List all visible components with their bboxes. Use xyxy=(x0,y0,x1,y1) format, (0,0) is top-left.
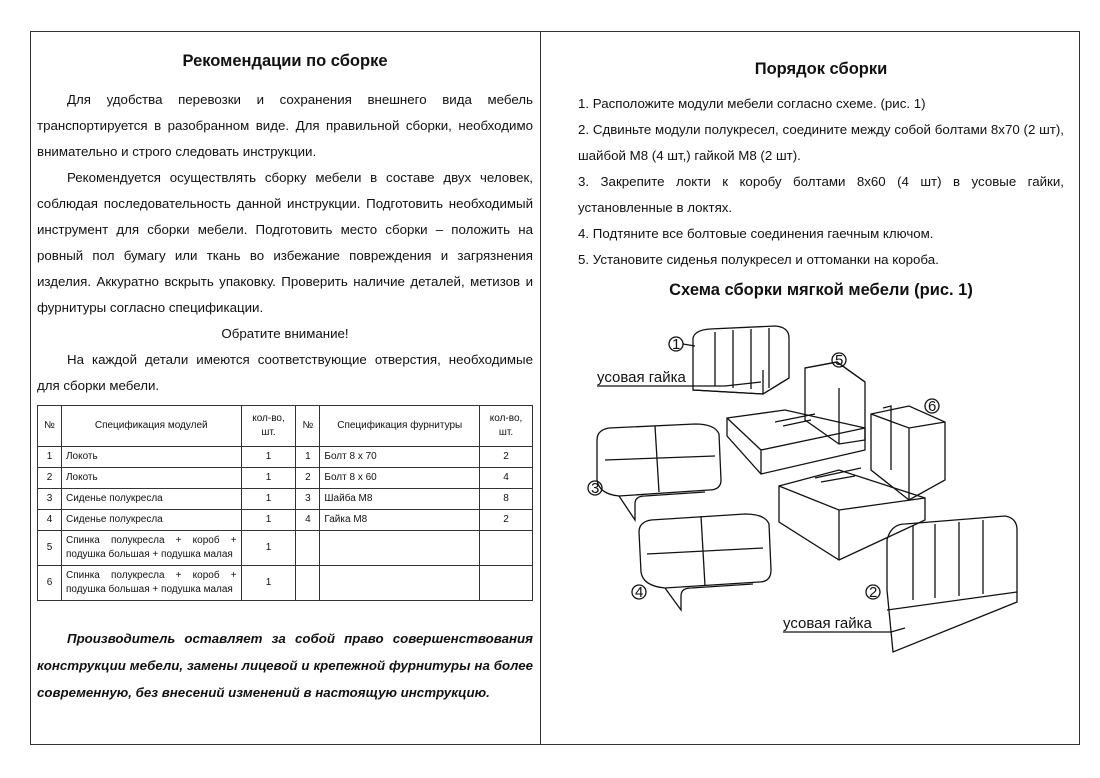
table-cell: Спинка полукресла + короб + подушка большая + подушка малая xyxy=(61,531,241,566)
table-cell: 4 xyxy=(480,468,533,489)
step-item: 1. Расположите модули мебели согласно схеме. (рис. 1) xyxy=(578,96,926,111)
table-row xyxy=(38,531,533,566)
callout-6: 6 xyxy=(928,398,937,415)
nut-label-top: усовая гайка xyxy=(597,369,686,386)
nut-label-bottom: усовая гайка xyxy=(783,615,872,632)
table-cell: 1 xyxy=(241,510,296,531)
table-cell xyxy=(320,531,480,566)
table-cell: 6 xyxy=(38,566,62,601)
table-cell: Локоть xyxy=(61,468,241,489)
table-cell: Гайка М8 xyxy=(320,510,480,531)
backrest-box-6 xyxy=(871,406,945,500)
table-header-row xyxy=(38,406,533,447)
step-item: 5. Установите сиденья полукресел и оттоманки на короба. xyxy=(578,252,939,267)
table-row xyxy=(38,468,533,489)
table-cell: 8 xyxy=(480,489,533,510)
table-cell xyxy=(480,531,533,566)
manufacturer-disclaimer: Производитель оставляет за собой право совершенствования конструкции мебели, замены лицевой и крепежной фурнитуры на более современную, без внесений изменений в настоящую инструкцию. xyxy=(37,631,533,700)
table-cell xyxy=(320,566,480,601)
table-cell: Локоть xyxy=(61,447,241,468)
table-cell: 3 xyxy=(38,489,62,510)
right-title: Порядок сборки xyxy=(754,60,888,78)
table-header: кол-во, шт. xyxy=(241,406,296,447)
diagram-title: Схема сборки мягкой мебели (рис. 1) xyxy=(669,281,973,299)
right-column xyxy=(578,56,1064,273)
table-row xyxy=(38,447,533,468)
step-item: 2. Сдвиньте модули полукресел, соедините между собой болтами 8х70 (2 шт), шайбой М8 (4 шт,) гайкой М8 (2 шт). xyxy=(578,122,1064,163)
assembly-steps xyxy=(578,91,1064,273)
left-column xyxy=(37,48,533,399)
table-cell: 2 xyxy=(38,468,62,489)
table-cell: Сиденье полукресла xyxy=(61,510,241,531)
table-cell: 2 xyxy=(296,468,320,489)
table-cell: 4 xyxy=(38,510,62,531)
table-header: кол-во, шт. xyxy=(480,406,533,447)
step-item: 4. Подтяните все болтовые соединения гаечным ключом. xyxy=(578,226,934,241)
holes-paragraph: На каждой детали имеются соответствующие отверстия, необходимые для сборки мебели. xyxy=(37,352,533,393)
table-cell: 1 xyxy=(241,489,296,510)
attention-heading: Обратите внимание! xyxy=(221,326,349,341)
table-cell: 3 xyxy=(296,489,320,510)
table-row xyxy=(38,510,533,531)
seat-box-upper xyxy=(727,410,865,474)
table-cell: 2 xyxy=(480,447,533,468)
table-cell: Сиденье полукресла xyxy=(61,489,241,510)
table-header: Спецификация фурнитуры xyxy=(320,406,480,447)
seat-3 xyxy=(597,424,721,520)
table-cell: Шайба М8 xyxy=(320,489,480,510)
column-divider xyxy=(540,31,541,745)
table-cell xyxy=(296,566,320,601)
left-title: Рекомендации по сборке xyxy=(182,52,388,70)
table-header: Спецификация модулей xyxy=(61,406,241,447)
callout-1: 1 xyxy=(672,336,681,353)
callout-5: 5 xyxy=(835,352,844,369)
assembly-diagram xyxy=(575,310,1040,660)
table-cell: 1 xyxy=(241,468,296,489)
table-cell: 5 xyxy=(38,531,62,566)
table-cell: Спинка полукресла + короб + подушка большая + подушка малая xyxy=(61,566,241,601)
table-header: № xyxy=(296,406,320,447)
backrest-box-5 xyxy=(805,362,865,444)
step-item: 3. Закрепите локти к коробу болтами 8х60 (4 шт) в усовые гайки, установленные в локтях. xyxy=(578,174,1064,215)
table-cell: 2 xyxy=(480,510,533,531)
specification-table xyxy=(37,405,533,601)
table-cell: Болт 8 х 70 xyxy=(320,447,480,468)
table-row xyxy=(38,566,533,601)
callout-3: 3 xyxy=(591,480,600,497)
table-cell: Болт 8 х 60 xyxy=(320,468,480,489)
callout-4: 4 xyxy=(635,584,644,601)
table-cell: 1 xyxy=(241,531,296,566)
table-cell: 1 xyxy=(296,447,320,468)
intro-paragraph: Для удобства перевозки и сохранения внешнего вида мебель транспортируется в разобранном виде. Для правильной сборки, необходимо внимательно и строго следовать инструкции. xyxy=(37,92,533,159)
table-cell: 1 xyxy=(241,447,296,468)
table-cell: 1 xyxy=(38,447,62,468)
table-cell: 4 xyxy=(296,510,320,531)
table-header: № xyxy=(38,406,62,447)
callout-2: 2 xyxy=(869,584,878,601)
recommendation-paragraph: Рекомендуется осуществлять сборку мебели в составе двух человек, соблюдая последовательность данной инструкции. Подготовить необходимый инструмент для сборки мебели. Подготовить место сборки – положить на ровный пол бумагу или ткань во избежание повреждения и загрязнения изделия. Аккуратно вскрыть упаковку. Проверить наличие деталей, метизов и фурнитуры согласно спецификации. xyxy=(37,170,533,315)
seat-4 xyxy=(639,514,771,610)
table-cell: 1 xyxy=(241,566,296,601)
seat-box-lower xyxy=(779,468,925,560)
table-cell xyxy=(480,566,533,601)
table-cell xyxy=(296,531,320,566)
armrest-2 xyxy=(887,516,1017,652)
table-row xyxy=(38,489,533,510)
